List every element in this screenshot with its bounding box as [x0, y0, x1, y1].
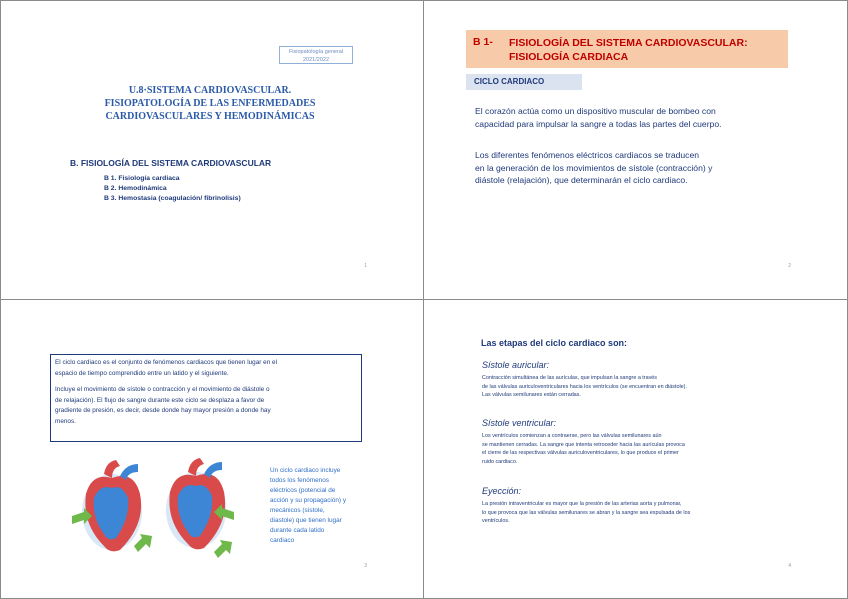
- text-line: Los ventrículos comienzan a contraerse, pero las válvulas semilunares aún: [482, 433, 662, 439]
- text-line: Incluye el movimiento de sístole o contracción y el movimiento de diástole o: [55, 386, 270, 393]
- section-item: B 1. Fisiología cardiaca: [104, 175, 180, 182]
- text-line: de las válvulas auriculoventriculares hacia los ventrículos (se encuentran en diástole).: [482, 383, 687, 390]
- unit-title-line: CARDIOVASCULARES Y HEMODINÁMICAS: [105, 111, 315, 122]
- caption-line: eléctricos (potencial de: [270, 487, 336, 494]
- slide-title-code: B 1-: [473, 36, 493, 48]
- text-line: Los diferentes fenómenos eléctricos cardiacos se traducen: [475, 150, 700, 160]
- unit-title-line: U.8·SISTEMA CARDIOVASCULAR.: [128, 85, 292, 96]
- text-line: capacidad para impulsar la sangre a todas las partes del cuerpo.: [475, 118, 722, 129]
- text-line: ruido cardiaco.: [482, 458, 518, 465]
- section-item: B 3. Hemostasia (coagulación/ fibrinolisis): [104, 195, 241, 202]
- text-line: La presión intraventricular es mayor que la presión de las arterias aorta y pulmonar,: [482, 501, 682, 507]
- text-line: menos.: [55, 417, 76, 425]
- text-line: en la generación de los movimientos de sístole (contracción) y: [475, 162, 713, 173]
- text-line: de relajación). El flujo de sangre durante este ciclo se desplaza a favor de: [55, 396, 265, 404]
- caption-line: acción y su propagación) y: [270, 497, 347, 504]
- text-line: diástole (relajación), que determinarán el ciclo cardiaco.: [475, 175, 688, 185]
- page-number: 2: [788, 263, 791, 269]
- course-label-line: 2021/2022: [303, 57, 329, 63]
- phase-title: Sístole ventricular:: [482, 418, 557, 428]
- page-number: 3: [364, 563, 367, 569]
- text-line: El corazón actúa como un dispositivo muscular de bombeo con: [475, 106, 716, 116]
- phase-title: Eyección:: [482, 486, 522, 496]
- slide-title-line: FISIOLOGÍA DEL SISTEMA CARDIOVASCULAR:: [509, 37, 748, 49]
- text-line: El ciclo cardiaco es el conjunto de fenómenos cardiacos que tienen lugar en el: [55, 359, 278, 366]
- slide-title-line: FISIOLOGÍA CARDIACA: [509, 51, 629, 63]
- text-line: Las válvulas semilunares están cerradas.: [482, 392, 581, 398]
- caption-line: todos los fenómenos: [270, 477, 329, 484]
- text-line: espacio de tiempo comprendido entre un latido y el siguiente.: [55, 369, 229, 377]
- text-line: ventrículos.: [482, 518, 510, 524]
- text-line: gradiente de presión, es decir, desde donde hay mayor presión a donde hay: [55, 407, 271, 414]
- etapas-title: Las etapas del ciclo cardiaco son:: [481, 338, 628, 348]
- text-line: se mantienen cerradas. La sangre que intenta retroceder hacia las aurículas provoca: [482, 441, 685, 448]
- course-label-line: Fisiopatología general: [288, 49, 344, 55]
- section-heading: B. FISIOLOGÍA DEL SISTEMA CARDIOVASCULAR: [70, 158, 272, 168]
- unit-title-line: FISIOPATOLOGÍA DE LAS ENFERMEDADES: [104, 98, 316, 109]
- caption-line: diastole) que tienen lugar: [270, 517, 342, 524]
- text-line: Contracción simultánea de las aurículas, que impulsan la sangre a través: [482, 375, 657, 381]
- text-line: el cierre de las respectivas válvulas auriculoventriculares, lo que produce el primer: [482, 450, 679, 456]
- page-number: 1: [364, 263, 367, 269]
- caption-line: mecánicos (sístole,: [270, 507, 325, 514]
- page-number: 4: [788, 563, 791, 569]
- caption-line: Un ciclo cardiaco incluye: [270, 467, 341, 474]
- caption-line: cardiaco: [270, 537, 295, 544]
- caption-line: durante cada latido: [270, 527, 325, 534]
- text-line: lo que provoca que las válvulas semilunares se abran y la sangre sea expulsada de los: [482, 509, 691, 516]
- section-item: B 2. Hemodinámica: [104, 185, 167, 192]
- phase-title: Sístole auricular:: [482, 360, 550, 370]
- ciclo-cardiaco-tab: CICLO CARDIACO: [466, 74, 582, 90]
